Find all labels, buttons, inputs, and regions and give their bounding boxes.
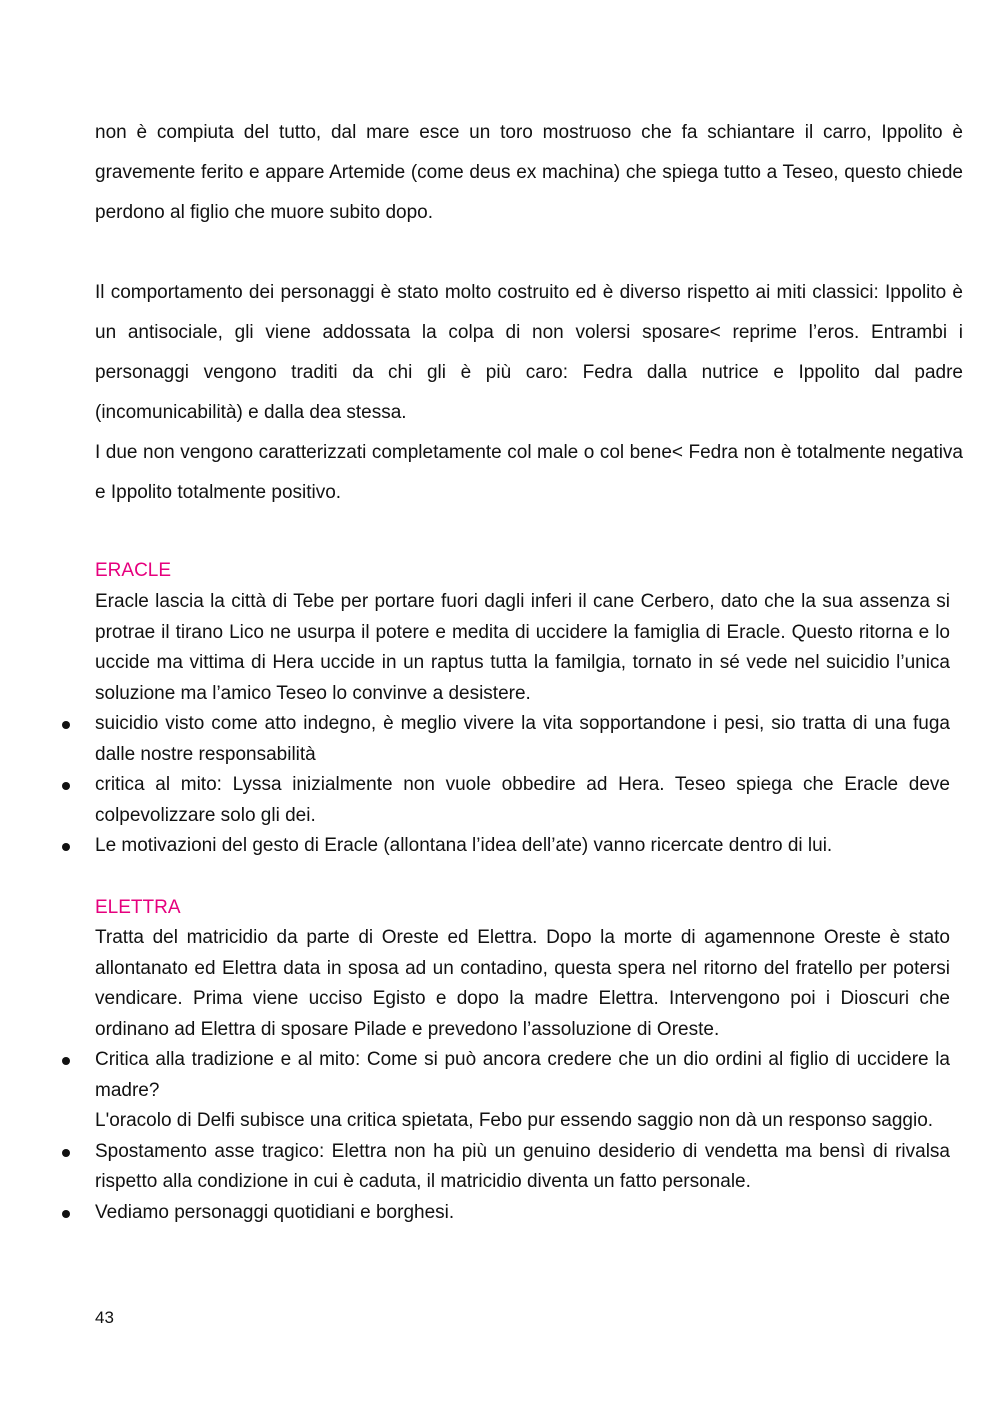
bullet-icon [62, 721, 70, 729]
eracle-summary: Eracle lascia la città di Tebe per portare fuori dagli inferi il cane Cerbero, dato che la sua assenza si protrae il tirano Lico ne usurpa il potere e medita di uccidere la famiglia di Eracle. Questo ritorna e lo uccide ma vittima di Hera uccide in un raptus tutta la familgia, tornato in sé vede nel suicidio l’unica soluzione ma l’amico Teseo lo convinve a desistere. [95, 591, 950, 704]
elettra-summary: Tratta del matricidio da parte di Oreste ed Elettra. Dopo la morte di agamennone Oreste è stato allontanato ed Elettra data in sposa ad un contadino, questa spera nel ritorno del fratello per potersi vendicare. Prima viene ucciso Egisto e dopo la madre Elettra. Intervengono poi i Dioscuri che ordinano ad Elettra di sposare Pilade e prevedono l’assoluzione di Oreste. [95, 927, 950, 1040]
paragraph-characters-behaviour: Il comportamento dei personaggi è stato molto costruito ed è diverso rispetto ai miti classici: Ippolito è un antisociale, gli viene addossata la colpa di non volersi sposare< reprime l’eros. Entrambi i personaggi vengono traditi da chi gli è più caro: Fedra dalla nutrice e Ippolito dal padre (incomunicabilità) e dalla dea stessa. [95, 282, 963, 423]
bullet-icon [62, 1210, 70, 1218]
list-item-continuation: L'oracolo di Delfi subisce una critica spietata, Febo pur essendo saggio non dà un responso saggio. [95, 1110, 934, 1131]
eracle-bullet-list [0, 709, 1000, 862]
list-item-text: suicidio visto come atto indegno, è meglio vivere la vita sopportandone i pesi, sio tratta di una fuga dalle nostre responsabilità [95, 713, 950, 765]
list-item-text: Le motivazioni del gesto di Eracle (allontana l’idea dell’ate) vanno ricercate dentro di lui. [95, 835, 833, 856]
bullet-icon [62, 1149, 70, 1157]
list-item [0, 831, 950, 862]
elettra-bullet-list [0, 1045, 1000, 1228]
list-item-text: Vediamo personaggi quotidiani e borghesi. [95, 1201, 455, 1223]
list-item-text: Spostamento asse tragico: Elettra non ha più un genuino desiderio di vendetta ma bensì di rivalsa rispetto alla condizione in cui è caduta, il matricidio diventa un fatto personale. [95, 1140, 950, 1192]
paragraph-ippolito-ending: non è compiuta del tutto, dal mare esce un toro mostruoso che fa schiantare il carro, Ippolito è gravemente ferito e appare Artemide (come deus ex machina) che spiega tutto a Teseo, questo chiede perdono al figlio che muore subito dopo. [95, 122, 963, 223]
section-heading-eracle: ERACLE [95, 560, 172, 581]
list-item [0, 1045, 950, 1137]
list-item [0, 770, 950, 831]
list-item-text: Critica alla tradizione e al mito: Come si può ancora credere che un dio ordini al figlio di uccidere la madre? [95, 1049, 950, 1101]
list-item [0, 709, 950, 770]
bullet-icon [62, 782, 70, 790]
list-item-text: critica al mito: Lyssa inizialmente non vuole obbedire ad Hera. Teseo spiega che Eracle deve colpevolizzare solo gli dei. [95, 774, 950, 826]
bullet-icon [62, 843, 70, 851]
section-heading-elettra: ELETTRA [95, 897, 181, 918]
list-item [0, 1198, 950, 1229]
bullet-icon [62, 1057, 70, 1065]
page-number: 43 [95, 1308, 114, 1327]
paragraph-good-evil: I due non vengono caratterizzati completamente col male o col bene< Fedra non è totalmente negativa e Ippolito totalmente positivo. [95, 442, 963, 503]
list-item [0, 1137, 950, 1198]
